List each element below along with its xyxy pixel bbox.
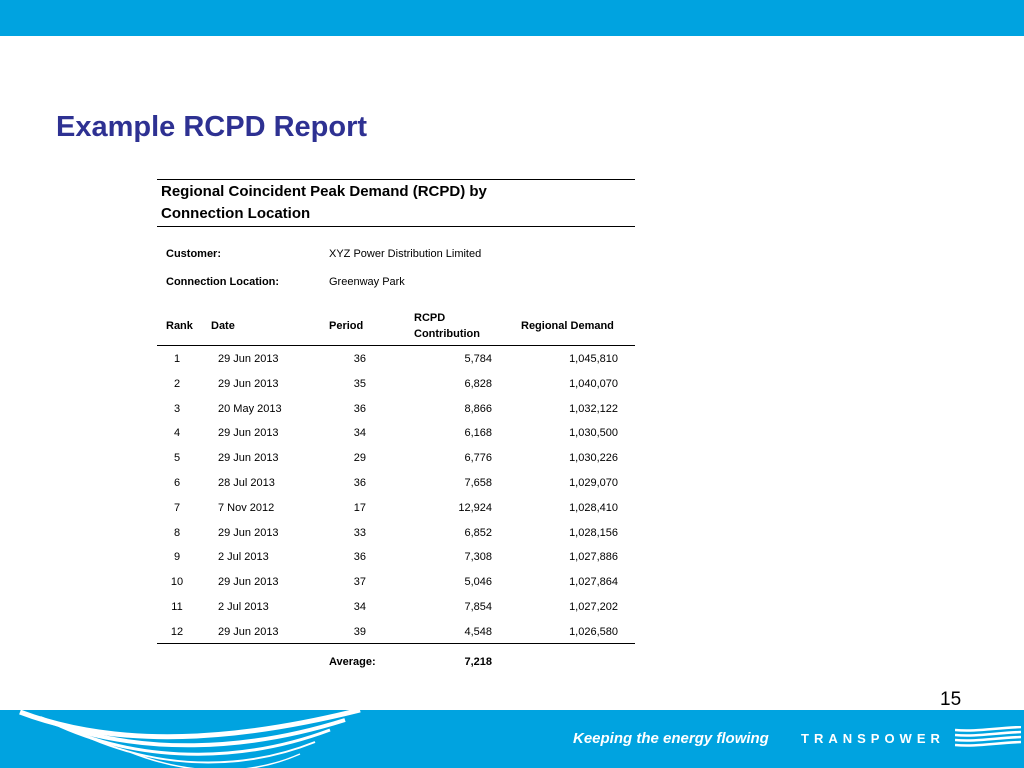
cell-rank: 3 xyxy=(173,403,181,415)
cell-date: 29 Jun 2013 xyxy=(218,427,279,439)
cell-regional-demand: 1,028,410 xyxy=(569,502,618,514)
cell-period: 36 xyxy=(353,353,366,365)
location-value: Greenway Park xyxy=(329,276,405,288)
cell-rcpd-contribution: 6,168 xyxy=(464,427,492,439)
header-rule xyxy=(157,345,635,346)
swoosh-graphic xyxy=(0,710,380,768)
slide-title: Example RCPD Report xyxy=(56,111,368,143)
cell-period: 36 xyxy=(353,477,366,489)
cell-regional-demand: 1,030,226 xyxy=(569,452,618,464)
col-header-date: Date xyxy=(211,320,235,332)
average-label: Average: xyxy=(329,656,376,668)
cell-date: 29 Jun 2013 xyxy=(218,626,279,638)
cell-rcpd-contribution: 7,658 xyxy=(464,477,492,489)
cell-period: 37 xyxy=(353,576,366,588)
cell-regional-demand: 1,032,122 xyxy=(569,403,618,415)
cell-period: 34 xyxy=(353,427,366,439)
cell-period: 36 xyxy=(353,551,366,563)
cell-rank: 10 xyxy=(170,576,184,588)
cell-regional-demand: 1,029,070 xyxy=(569,477,618,489)
cell-regional-demand: 1,026,580 xyxy=(569,626,618,638)
cell-date: 28 Jul 2013 xyxy=(218,477,275,489)
report-heading-line1: Regional Coincident Peak Demand (RCPD) by xyxy=(161,183,487,200)
cell-rank: 12 xyxy=(170,626,184,638)
cell-regional-demand: 1,027,864 xyxy=(569,576,618,588)
location-label: Connection Location: xyxy=(166,276,280,288)
table-bottom-rule xyxy=(157,643,635,644)
cell-rcpd-contribution: 7,308 xyxy=(464,551,492,563)
cell-period: 29 xyxy=(353,452,366,464)
cell-rank: 5 xyxy=(173,452,181,464)
col-header-rcpd xyxy=(414,310,480,342)
col-header-regional-demand: Regional Demand xyxy=(521,320,614,332)
cell-rcpd-contribution: 6,852 xyxy=(464,527,492,539)
col-header-rcpd-line1: RCPD xyxy=(414,312,446,324)
cell-rcpd-contribution: 5,784 xyxy=(464,353,492,365)
cell-date: 29 Jun 2013 xyxy=(218,576,279,588)
cell-rcpd-contribution: 6,828 xyxy=(464,378,492,390)
brand-logo-text: TRANSPOWER xyxy=(801,731,945,746)
cell-period: 34 xyxy=(353,601,366,613)
cell-date: 29 Jun 2013 xyxy=(218,527,279,539)
cell-period: 33 xyxy=(353,527,366,539)
cell-rank: 2 xyxy=(173,378,181,390)
cell-rank: 8 xyxy=(173,527,181,539)
page-number: 15 xyxy=(940,689,962,710)
customer-value: XYZ Power Distribution Limited xyxy=(329,248,482,260)
cell-rcpd-contribution: 4,548 xyxy=(464,626,492,638)
cell-period: 36 xyxy=(353,403,366,415)
cell-period: 39 xyxy=(353,626,366,638)
customer-label: Customer: xyxy=(166,248,222,260)
cell-rank: 6 xyxy=(173,477,181,489)
cell-rank: 11 xyxy=(171,601,183,613)
cell-period: 35 xyxy=(353,378,366,390)
rcpd-report xyxy=(157,179,635,227)
cell-rank: 4 xyxy=(173,427,181,439)
cell-rcpd-contribution: 6,776 xyxy=(464,452,492,464)
cell-rcpd-contribution: 7,854 xyxy=(464,601,492,613)
report-heading xyxy=(157,180,635,226)
cell-date: 2 Jul 2013 xyxy=(218,601,269,613)
average-value: 7,218 xyxy=(464,656,492,668)
report-heading-line2: Connection Location xyxy=(161,205,311,222)
cell-date: 29 Jun 2013 xyxy=(218,378,279,390)
cell-regional-demand: 1,045,810 xyxy=(569,353,618,365)
footer-tagline: Keeping the energy flowing xyxy=(573,730,769,747)
cell-rcpd-contribution: 12,924 xyxy=(458,502,492,514)
cell-date: 20 May 2013 xyxy=(218,403,282,415)
cell-date: 2 Jul 2013 xyxy=(218,551,269,563)
cell-rcpd-contribution: 5,046 xyxy=(464,576,492,588)
cell-period: 17 xyxy=(353,502,366,514)
cell-rank: 7 xyxy=(173,502,181,514)
cell-regional-demand: 1,027,886 xyxy=(569,551,618,563)
cell-regional-demand: 1,040,070 xyxy=(569,378,618,390)
cell-rank: 9 xyxy=(173,551,181,563)
heading-bottom-rule xyxy=(157,226,635,227)
cell-regional-demand: 1,028,156 xyxy=(569,527,618,539)
col-header-rcpd-line2: Contribution xyxy=(414,328,480,340)
cell-date: 29 Jun 2013 xyxy=(218,353,279,365)
cell-regional-demand: 1,027,202 xyxy=(569,601,618,613)
cell-date: 7 Nov 2012 xyxy=(218,502,275,514)
cell-regional-demand: 1,030,500 xyxy=(569,427,618,439)
col-header-period: Period xyxy=(329,320,364,332)
cell-rcpd-contribution: 8,866 xyxy=(464,403,492,415)
footer-band xyxy=(0,710,1024,768)
col-header-rank: Rank xyxy=(166,320,193,332)
cell-date: 29 Jun 2013 xyxy=(218,452,279,464)
cell-rank: 1 xyxy=(173,353,181,365)
top-accent-bar xyxy=(0,0,1024,36)
brand-logo-mark xyxy=(955,726,1021,752)
